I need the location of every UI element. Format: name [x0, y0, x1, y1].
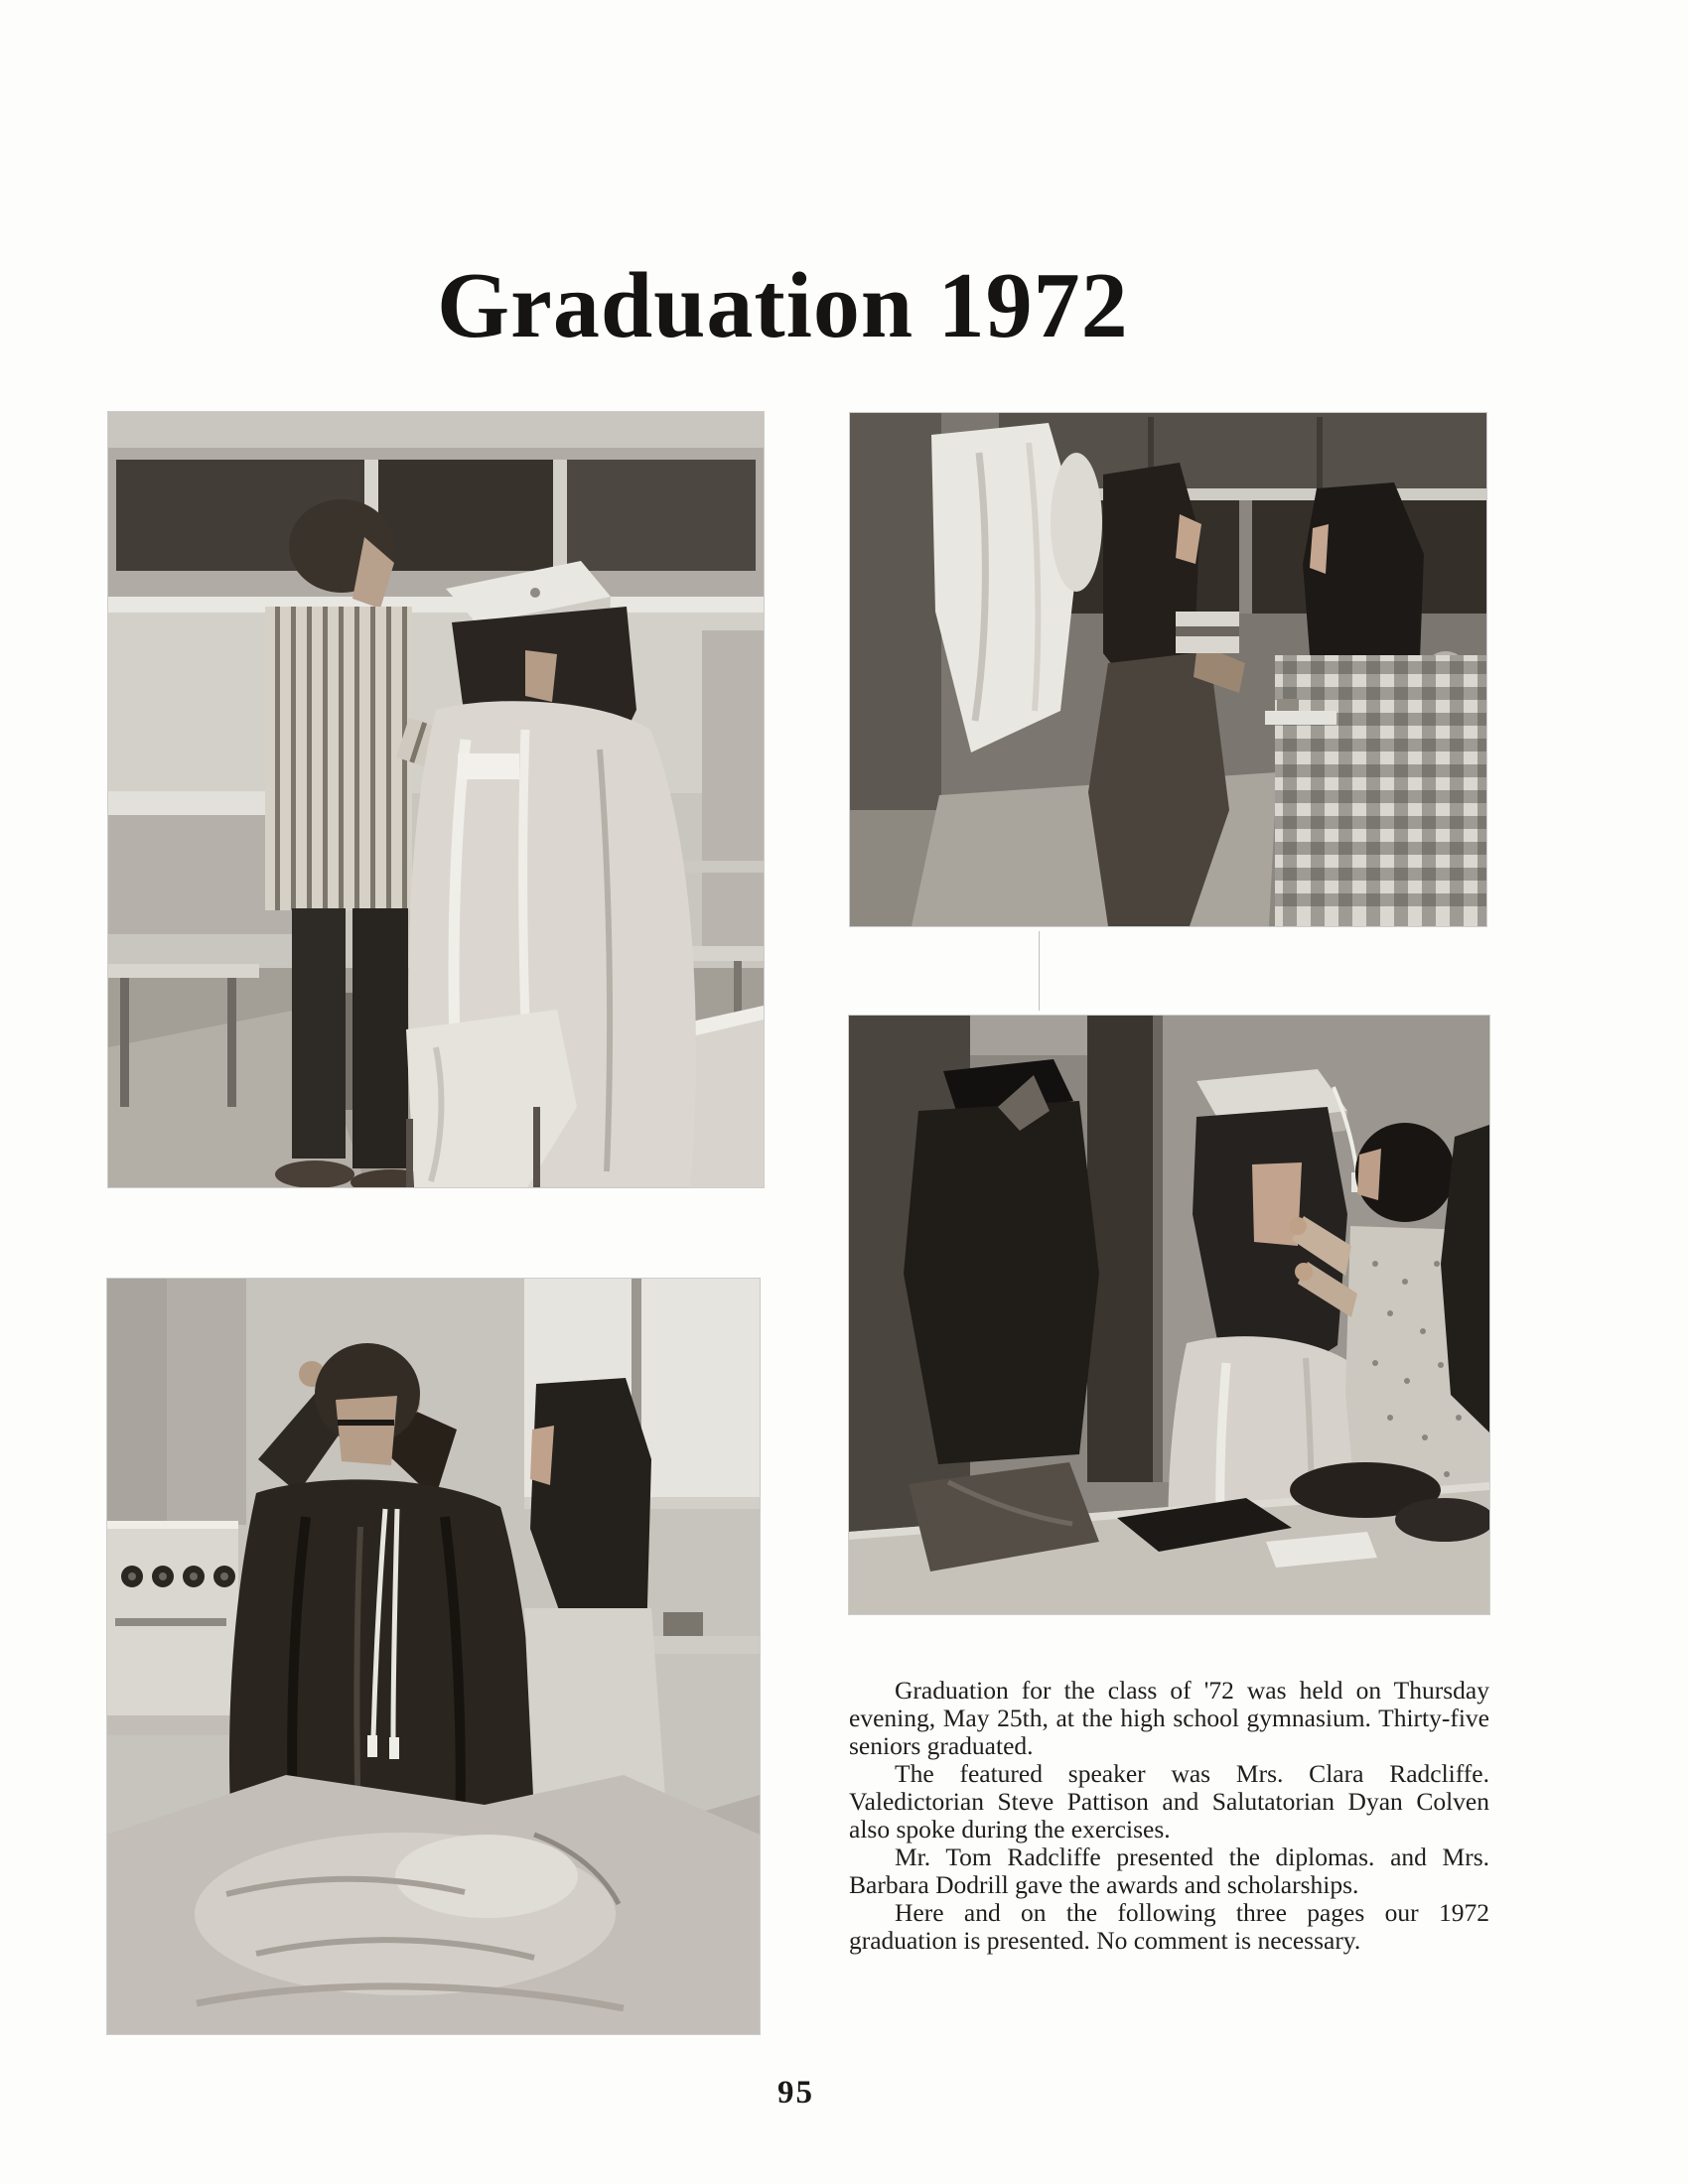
- photo-girls-adjusting-cap-and-gown: [849, 1016, 1489, 1614]
- photo-4-illustration: [107, 1279, 760, 2034]
- foreground-gown-pile: [107, 1775, 760, 2034]
- photo-1-illustration: [108, 412, 764, 1187]
- paragraph-2: The featured speaker was Mrs. Clara Radcliffe. Valedictorian Steve Pattison and Salutatorian Dyan Colven also spoke during the exercises.: [849, 1759, 1489, 1843]
- photo-2-illustration: [850, 413, 1486, 926]
- figure-pulling-on-dark-gown: [904, 1059, 1099, 1464]
- photo-boy-congratulating-graduate: [108, 412, 764, 1187]
- paragraph-3: Mr. Tom Radcliffe presented the diplomas. and Mrs. Barbara Dodrill gave the awards and scholarships.: [849, 1843, 1489, 1899]
- caption-text-block: [849, 1677, 1489, 1955]
- paragraph-1: Graduation for the class of '72 was held on Thursday evening, May 25th, at the high school gymnasium. Thirty-five seniors graduated.: [849, 1676, 1489, 1760]
- page-number: 95: [777, 2075, 814, 2111]
- photo-boy-donning-dark-gown: [107, 1279, 760, 2034]
- photo-two-girls-with-hanging-gowns: [850, 413, 1486, 926]
- striped-shirt: [265, 607, 412, 910]
- photo-3-illustration: [849, 1016, 1489, 1614]
- gingham-dress: [1275, 655, 1486, 926]
- scan-artifact-line: [1039, 931, 1040, 1011]
- page-title: Graduation 1972: [437, 253, 1129, 357]
- paragraph-4: Here and on the following three pages our 1972 graduation is presented. No comment is necessary.: [849, 1898, 1489, 1955]
